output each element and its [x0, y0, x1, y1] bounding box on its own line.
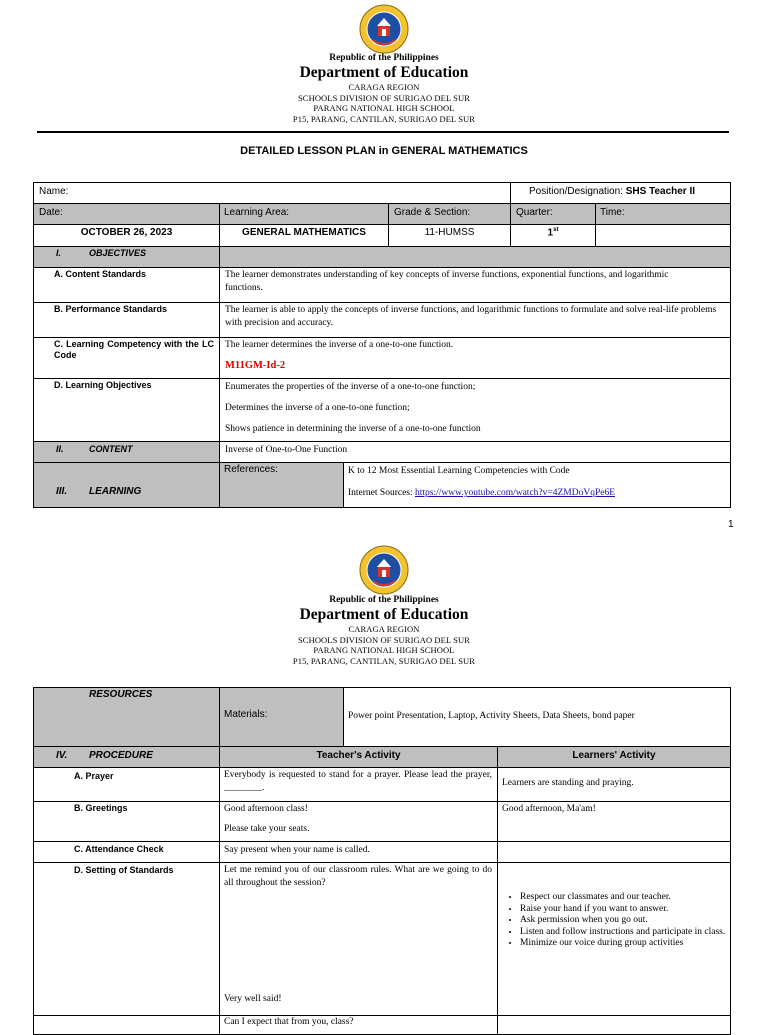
learning-objective-item: Shows patience in determining the inverse of a one-to-one function: [225, 424, 481, 434]
department-line: Department of Education: [299, 64, 469, 81]
learning-area-label-cell: [219, 203, 389, 225]
prayer-teacher-text: Everybody is requested to stand for a prayer. Please lead the prayer, ________.: [224, 770, 492, 793]
competency-label: C. Learning Competency with the LC Code: [54, 339, 214, 360]
school-line: PARANG NATIONAL HIGH SCHOOL: [313, 103, 455, 113]
learning-objective-item: Determines the inverse of a one-to-one function;: [225, 403, 410, 413]
deped-seal-icon: [359, 4, 409, 54]
address-line: P15, PARANG, CANTILAN, SURIGAO DEL SUR: [292, 655, 476, 666]
greetings-label-cell: [33, 801, 220, 842]
classroom-rules-list: [502, 892, 731, 950]
department-line: Department of Education: [299, 606, 469, 623]
learning-objectives-label-cell: [33, 378, 220, 442]
address-line: P15, PARANG, CANTILAN, SURIGAO DEL SUR: [292, 113, 476, 124]
region-line: CARAGA REGION: [348, 82, 420, 92]
objectives-header-cell: [33, 246, 220, 268]
quarter-value-cell: [510, 224, 596, 247]
youtube-link[interactable]: https://www.youtube.com/watch?v=4ZMDoVqPe6E: [415, 488, 616, 498]
learning-area-value: GENERAL MATHEMATICS: [242, 227, 366, 238]
school-line: PARANG NATIONAL HIGH SCHOOL: [313, 645, 455, 655]
position-label: Position/Designation:: [529, 186, 623, 197]
next-teacher-text: Can I expect that from you, class?: [224, 1017, 354, 1027]
date-value-cell: [33, 224, 220, 247]
page-number: 1: [728, 519, 734, 530]
content-standards-label: A. Content Standards: [54, 269, 147, 279]
greetings-learner-cell: [497, 801, 731, 842]
grade-value-cell: [388, 224, 511, 247]
learner-activity-header-cell: [497, 746, 731, 768]
learning-objectives-cell: [219, 378, 731, 442]
prayer-label-cell: [33, 767, 220, 802]
prayer-teacher-cell: [219, 767, 498, 802]
prayer-learner-cell: [497, 767, 731, 802]
next-learner-cell: [497, 1015, 731, 1035]
time-label: Time:: [600, 207, 625, 218]
position-cell: [510, 182, 731, 204]
greetings-teacher-text: Good afternoon class!: [224, 804, 308, 814]
grade-label: Grade & Section:: [394, 207, 471, 218]
standards-teacher-cell: [219, 862, 498, 1016]
deped-seal-icon: [359, 545, 409, 595]
materials-label: Materials:: [224, 709, 268, 720]
quarter-value: 1: [547, 227, 554, 239]
prayer-label: A. Prayer: [74, 771, 114, 781]
name-label: Name:: [39, 186, 69, 197]
content-label: CONTENT: [89, 444, 133, 454]
references-label: References:: [224, 464, 278, 475]
content-standards-text: The learner demonstrates understanding of key concepts of inverse functions, exponential functions, and logarithmic functions.: [225, 270, 669, 293]
resources-header-cell: [33, 687, 220, 747]
learning-area-value-cell: [219, 224, 389, 247]
objectives-num: I.: [56, 248, 62, 258]
teacher-activity-header-cell: [219, 746, 498, 768]
prayer-learner-text: Learners are standing and praying.: [502, 778, 634, 788]
greetings-teacher-cell: [219, 801, 498, 842]
objectives-label: OBJECTIVES: [89, 248, 147, 258]
performance-standards-label: B. Performance Standards: [54, 304, 168, 314]
list-item: • Listen and follow instructions and participate in class.: [520, 927, 731, 939]
greetings-label: B. Greetings: [74, 803, 128, 813]
standards-label: D. Setting of Standards: [74, 865, 174, 875]
reference-melc: K to 12 Most Essential Learning Competencies with Code: [348, 466, 570, 476]
republic-line: Republic of the Philippines: [329, 595, 439, 605]
attendance-label-cell: [33, 841, 220, 863]
region-line: CARAGA REGION: [348, 624, 420, 634]
letterhead: [0, 594, 768, 666]
standards-teacher-text: Let me remind you of our classroom rules. What are we going to do all throughout the session?: [224, 865, 492, 888]
attendance-teacher-cell: [219, 841, 498, 863]
standards-learner-cell: [497, 862, 731, 1016]
performance-standards-label-cell: [33, 302, 220, 338]
attendance-teacher-text: Say present when your name is called.: [224, 845, 370, 855]
teacher-activity-header: Teacher's Activity: [316, 750, 401, 761]
procedure-num: IV.: [56, 750, 68, 761]
list-item: • Minimize our voice during group activities: [520, 938, 731, 950]
competency-cell: [219, 337, 731, 379]
learning-num: III.: [56, 486, 68, 497]
division-line: SCHOOLS DIVISION OF SURIGAO DEL SUR: [297, 92, 471, 103]
greetings-learner-text: Good afternoon, Ma'am!: [502, 804, 596, 814]
list-item: • Ask permission when you go out.: [520, 915, 731, 927]
republic-line: Republic of the Philippines: [329, 53, 439, 63]
resources-label: RESOURCES: [89, 689, 153, 700]
content-standards-cell: [219, 267, 731, 303]
grade-label-cell: [388, 203, 511, 225]
attendance-label: C. Attendance Check: [74, 844, 164, 854]
materials-text: Power point Presentation, Laptop, Activity Sheets, Data Sheets, bond paper: [348, 711, 635, 721]
content-cell: [219, 441, 731, 463]
materials-label-cell: [219, 687, 344, 747]
learning-area-label: Learning Area:: [224, 207, 290, 218]
next-label-cell: [33, 1015, 220, 1035]
standards-teacher-praise: Very well said!: [224, 994, 282, 1004]
date-label-cell: [33, 203, 220, 225]
attendance-learner-cell: [497, 841, 731, 863]
competency-label-cell: [33, 337, 220, 379]
procedure-header-cell: [33, 746, 220, 768]
greetings-teacher-text: Please take your seats.: [224, 824, 310, 834]
content-num: II.: [56, 444, 64, 454]
procedure-label: PROCEDURE: [89, 750, 153, 761]
references-label-cell: [219, 462, 344, 508]
content-header-cell: [33, 441, 220, 463]
learning-objectives-label: D. Learning Objectives: [54, 380, 152, 390]
date-value: OCTOBER 26, 2023: [80, 227, 173, 238]
position-value: SHS Teacher II: [625, 186, 696, 197]
materials-cell: [343, 687, 731, 747]
competency-code: M11GM-Id-2: [225, 360, 286, 371]
time-label-cell: [595, 203, 731, 225]
division-line: SCHOOLS DIVISION OF SURIGAO DEL SUR: [297, 634, 471, 645]
letterhead: [0, 52, 768, 124]
performance-standards-text: The learner is able to apply the concepts of inverse functions, and logarithmic functions to formulate and solve real-life problems with precision and accuracy.: [225, 305, 717, 328]
competency-text: The learner determines the inverse of a one-to-one function.: [225, 340, 454, 350]
references-cell: [343, 462, 731, 508]
learner-activity-header: Learners' Activity: [572, 750, 656, 761]
objectives-header-fill: [219, 246, 731, 268]
content-text: Inverse of One-to-One Function: [225, 445, 348, 455]
time-value-cell: [595, 224, 731, 247]
learning-label: LEARNING: [89, 486, 142, 497]
name-cell: [33, 182, 511, 204]
date-label: Date:: [39, 207, 63, 218]
list-item: • Respect our classmates and our teacher.: [520, 892, 731, 904]
performance-standards-cell: [219, 302, 731, 338]
learning-resources-header-cell: [33, 462, 220, 508]
standards-label-cell: [33, 862, 220, 1016]
content-standards-label-cell: [33, 267, 220, 303]
quarter-suffix: st: [553, 227, 559, 233]
document-title: DETAILED LESSON PLAN in GENERAL MATHEMATICS: [240, 145, 528, 157]
quarter-label: Quarter:: [516, 207, 553, 218]
learning-objective-item: Enumerates the properties of the inverse of a one-to-one function;: [225, 382, 476, 392]
next-teacher-cell: [219, 1015, 498, 1035]
reference-internet-label: Internet Sources:: [348, 488, 416, 498]
list-item: • Raise your hand if you want to answer.: [520, 904, 731, 916]
quarter-label-cell: [510, 203, 596, 225]
header-divider: [37, 131, 729, 133]
grade-value: 11-HUMSS: [424, 227, 475, 238]
